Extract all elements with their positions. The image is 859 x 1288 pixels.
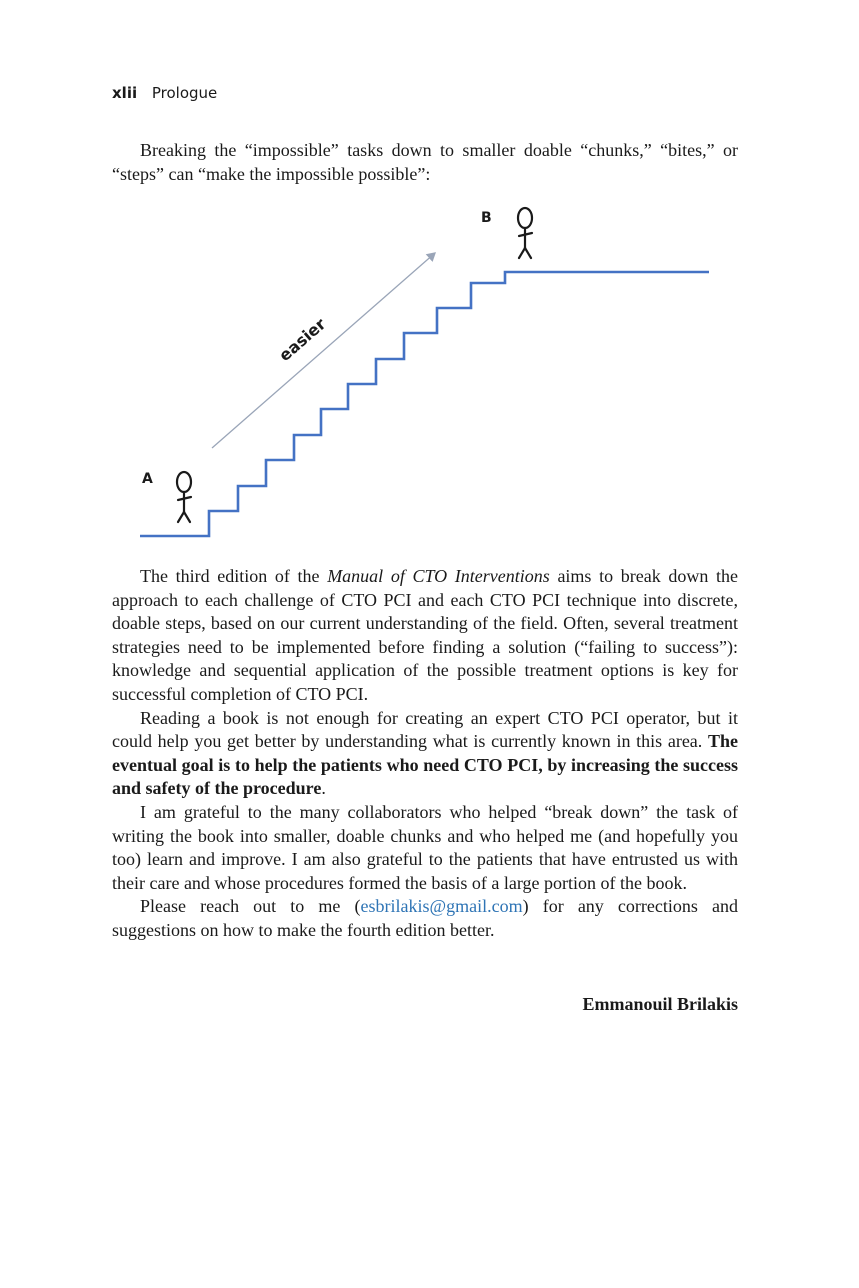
point-a-label: A — [142, 471, 153, 487]
author-signature: Emmanouil Brilakis — [582, 994, 738, 1014]
email-link[interactable]: esbrilakis@gmail.com — [360, 896, 523, 917]
goal-emphasis: The eventual goal is to help the patients who need CTO PCI, by increasing the success and safety of the procedure — [112, 731, 738, 799]
staircase — [140, 272, 709, 536]
stick-figure-a-icon — [177, 472, 191, 522]
book-title: Manual of CTO Interventions — [327, 566, 550, 586]
point-b-label: B — [481, 210, 492, 226]
body-text — [112, 565, 738, 943]
page-number: xlii — [112, 84, 138, 102]
staircase-figure — [0, 0, 859, 560]
paragraph-contact: Please reach out to me (esbrilakis@gmail.com) for any corrections and suggestions on how to make the fourth edition better. — [112, 896, 738, 940]
paragraph-gratitude: I am grateful to the many collaborators who helped “break down” the task of writing the book into smaller, doable chunks and who helped me (and hopefully you too) learn and improve. I am also grateful to the patients that have entrusted us with their care and whose procedures formed the basis of a large portion of the book. — [112, 801, 738, 893]
intro-paragraph: Breaking the “impossible” tasks down to smaller doable “chunks,” “bites,” or “steps” can “make the impossible possible”: — [112, 140, 738, 184]
stick-figure-b-icon — [518, 208, 532, 258]
easier-arrow — [212, 253, 435, 448]
arrow-label: easier — [275, 314, 330, 366]
section-title: Prologue — [151, 84, 218, 102]
paragraph-manual: The third edition of the Manual of CTO Interventions aims to break down the approach to each challenge of CTO PCI and each CTO PCI technique into discrete, doable steps, based on our current understanding of the field. Often, several treatment strategies need to be implemented before finding a solution (“failing to success”): knowledge and sequential application of the possible treatment options is key for successful completion of CTO PCI. — [112, 566, 738, 704]
paragraph-goal: Reading a book is not enough for creating an expert CTO PCI operator, but it could help you get better by understanding what is currently known in this area. The eventual goal is to help the patients who need CTO PCI, by increasing the success and safety of the procedure. — [112, 707, 738, 799]
